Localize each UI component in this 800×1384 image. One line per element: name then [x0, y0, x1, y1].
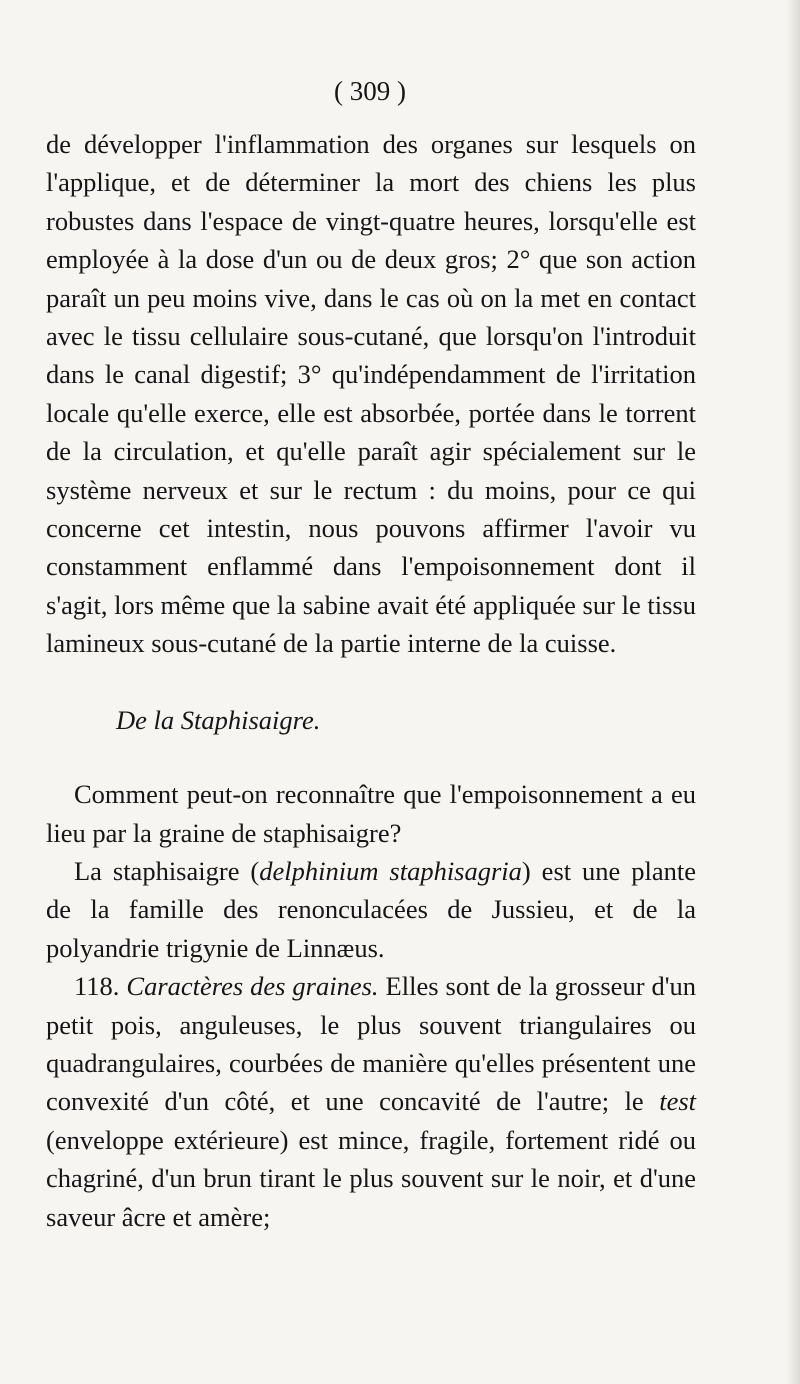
- page-number: ( 309 ): [334, 76, 406, 106]
- paragraph-question: Comment peut-on reconnaître que l'empoisonnement a eu lieu par la graine de staphisaigre?: [46, 779, 696, 848]
- latin-name: delphinium staphisagria: [259, 855, 522, 886]
- page-gutter-shadow: [786, 0, 800, 1384]
- body-text: [46, 125, 696, 1236]
- section-number: 118.: [74, 971, 120, 1002]
- definition-end: ) est une plante de la famille des renonculacées de Jussieu, et de la polyandrie trigynie de Linnæus.: [46, 855, 696, 963]
- paragraph-seed-characters: [46, 967, 696, 1236]
- paragraph-sabine-conclusion: de développer l'inflammation des organes sur lesquels on l'applique, et de déterminer la mort des chiens les plus robustes dans l'espace de vingt-quatre heures, lorsqu'elle est employée à la dose d'un ou de deux gros; 2° que son action paraît un peu moins vive, dans le cas où on la met en contact avec le tissu cellulaire sous-cutané, que lorsqu'on l'introduit dans le canal digestif; 3° qu'indépendamment de l'irritation locale qu'elle exerce, elle est absorbée, portée dans le torrent de la circulation, et qu'elle paraît agir spécialement sur le système nerveux et sur le rectum : du moins, pour ce qui concerne cet intestin, nous pouvons affirmer l'avoir vu constamment enflammé dans l'empoisonnement dont il s'agit, lors même que la sabine avait été appliquée sur le tissu lamineux sous-cutané de la partie interne de la cuisse.: [46, 129, 696, 659]
- test-term: test: [659, 1086, 697, 1117]
- paragraph-definition: [46, 852, 696, 967]
- seed-description-end: (enveloppe extérieure) est mince, fragile, fortement ridé ou chagriné, d'un brun tirant le plus souvent sur le noir, et d'une saveur âcre et amère;: [46, 1124, 696, 1232]
- definition-start: La staphisaigre (: [74, 855, 260, 886]
- section-heading: De la Staphisaigre.: [116, 704, 321, 735]
- section-title: Caractères des graines.: [126, 971, 379, 1002]
- seed-description: Elles sont de la grosseur d'un petit pois, anguleuses, le plus souvent triangulaires ou quadrangulaires, courbées de manière qu'elles présentent une convexité d'un côté, et une concavité de l'autre; le: [46, 971, 697, 1117]
